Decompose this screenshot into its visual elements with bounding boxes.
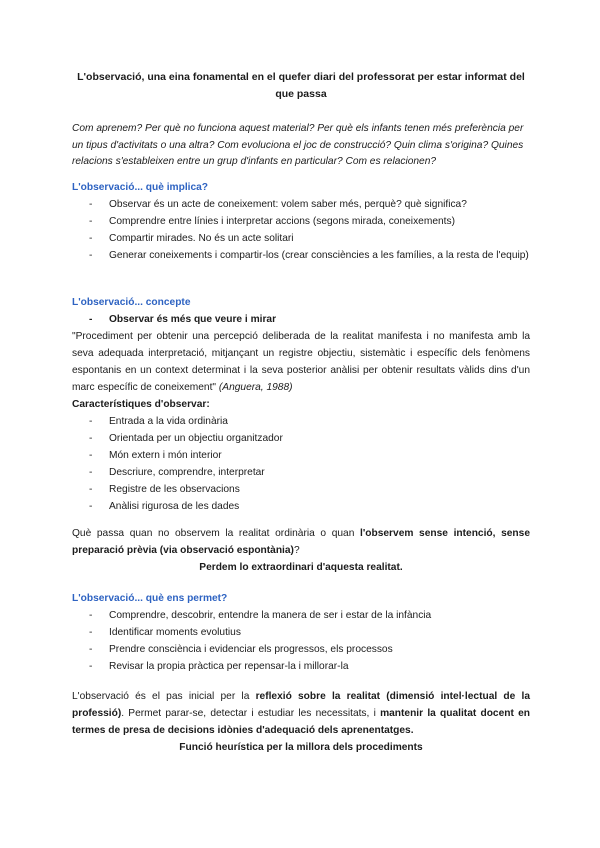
list-item: - Entrada a la vida ordinària — [72, 413, 530, 430]
list-item: - Descriure, comprendre, interpretar — [72, 464, 530, 481]
list-item: - Compartir mirades. No és un acte solitari — [72, 230, 530, 247]
definition-quote — [72, 328, 530, 396]
paragraph-text: ? — [293, 545, 300, 556]
concepte-bullet-list — [72, 311, 530, 328]
list-item: - Observar és més que veure i mirar — [72, 311, 530, 328]
quote-text: "Procediment per obtenir una percepció deliberada de la realitat manifesta i no manifesta amb la seva adequada interpretació, mitjançant un registre objectiu, sistemàtic i específic dels fenòmens espontanis en un context determinat i la seva posterior anàlisi per obtenir resultats vàlids dins d'un marc específic de coneixement" — [72, 331, 530, 393]
section-permet-conclusion: Funció heurística per la millora dels procediments — [179, 742, 423, 753]
document-title: L'observació, una eina fonamental en el quefer diari del professorat per estar informat del que passa — [77, 71, 525, 100]
paragraph-text: Què passa quan no observem la realitat ordinària o quan — [72, 528, 361, 539]
intro-questions: Com aprenem? Per què no funciona aquest material? Per què els infants tenen més preferència per un tipus d'activitats o una altra? Com evoluciona el joc de construcció? Quin clima s'origina? Quines relacions s'estableixen entre un grup d'infants en particular? Com es relacionen? — [72, 123, 524, 167]
list-item: - Revisar la propia pràctica per repensar-la i millorar-la — [72, 658, 530, 675]
list-item: - Registre de les observacions — [72, 481, 530, 498]
list-item: - Comprendre, descobrir, entendre la manera de ser i estar de la infància — [72, 607, 530, 624]
list-item: - Orientada per un objectiu organitzador — [72, 430, 530, 447]
spontaneous-observation-paragraph — [72, 525, 530, 559]
paragraph-text: L'observació és el pas inicial per la — [72, 691, 256, 702]
section-concepte-conclusion: Perdem lo extraordinari d'aquesta realitat. — [199, 562, 403, 573]
list-item: - Prendre consciència i evidenciar els progressos, els processos — [72, 641, 530, 658]
paragraph-bold-text: mantenir la qualitat docent en termes de presa de decisions idònies d'adequació dels aprenentatges. — [72, 708, 530, 736]
section-permet — [72, 590, 530, 675]
list-item: - Món extern i món interior — [72, 447, 530, 464]
list-item: - Identificar moments evolutius — [72, 624, 530, 641]
list-item: - Comprendre entre línies i interpretar accions (segons mirada, coneixements) — [72, 213, 530, 230]
section-permet-heading: L'observació... què ens permet? — [72, 593, 228, 604]
section-concepte-heading: L'observació... concepte — [72, 297, 191, 308]
permet-list — [72, 607, 530, 675]
section-implica-heading: L'observació... què implica? — [72, 182, 209, 193]
implica-list — [72, 196, 530, 264]
paragraph-bold-text: reflexió sobre la realitat (dimensió intel·lectual de la professió) — [72, 691, 530, 719]
characteristics-heading: Característiques d'observar: — [72, 399, 210, 410]
quote-citation: (Anguera, 1988) — [218, 382, 293, 393]
section-implica — [72, 179, 530, 264]
list-item: - Observar és un acte de coneixement: volem saber més, perquè? què significa? — [72, 196, 530, 213]
list-item: - Generar coneixements i compartir-los (crear consciències a les famílies, a la resta de l'equip) — [72, 247, 530, 264]
reflection-paragraph — [72, 688, 530, 739]
paragraph-bold-text: l'observem sense intenció, sense preparació prèvia (via observació espontània) — [72, 528, 530, 556]
characteristics-list — [72, 413, 530, 515]
paragraph-text: . Permet parar-se, detectar i estudiar les necessitats, i — [121, 708, 381, 719]
list-item: - Anàlisi rigurosa de les dades — [72, 498, 530, 515]
section-concepte — [72, 294, 530, 515]
